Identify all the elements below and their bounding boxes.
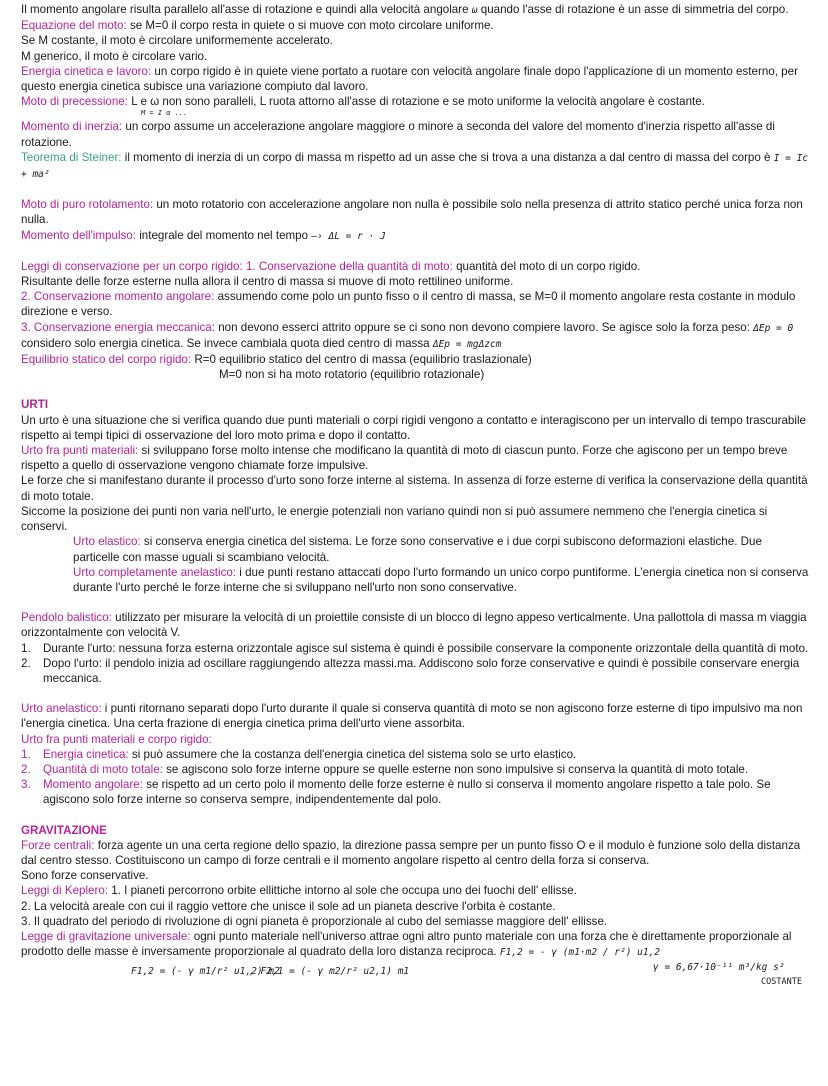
term-leggi-conservazione: Leggi di conservazione per un corpo rigido: [21, 259, 243, 273]
risultante-forze: Risultante delle forze esterne nulla allora il centro di massa si muove di moto rettilineo uniforme. [21, 275, 514, 289]
handwritten-gamma-value: γ = 6,67·10⁻¹¹ m³/kg s² [653, 962, 785, 974]
list-item: 3. Momento angolare: se rispetto ad un certo polo il momento delle forze esterne è nullo si conserva il momento angolare rispetto a tale polo. Se agiscono solo forze interne so conserva sempre, indipendentemente dal polo. [21, 778, 771, 807]
handwritten-f21-expanded: , F2,1 = (- γ m2/r² u2,1) m1 [249, 966, 410, 978]
list-item: 1. Durante l'urto: nessuna forza esterna orizzontale agisce sul sistema è quindi è possibile conservare la componente orizzontale della quantità di moto. [21, 641, 809, 655]
forze-centrali: Forze centrali: forza agente un una certa regione dello spazio, la direzione passa sempre per un punto fisso O e il modulo è funzione solo della distanza dal centro stesso. Costituiscono un campo di forze centrali e il momento angolare rispetto al centro della forza si conserva. [21, 838, 801, 867]
urto-completamente-anelastico: Urto completamente anelastico: i due punti restano attaccati dopo l'urto formando un unico corpo puntiforme. L'energia cinetica non si conserva durante l'urto perché le forze interne che si sviluppano nell'urto non sono conservative. [73, 565, 809, 594]
handwritten-f12-formula: F1,2 = - γ (m1·m2 / r²) u1,2 [499, 947, 661, 959]
momento-inerzia: Momento di inerzia: un corpo assume un accelerazione angolare maggiore o minore a seconda del valore del momento d'inerzia rispetto all'asse di rotazione. [21, 120, 775, 149]
term-urto-elastico: Urto elastico: [73, 535, 141, 549]
pendolo-list [21, 641, 811, 687]
list-item: 2. Dopo l'urto: il pendolo inizia ad oscillare raggiungendo altezza massi.ma. Addiscono solo forze conservative e quindi è possibile conservare energia meccanica. [21, 656, 800, 685]
keplero-2: 2. La velocità areale con cui il raggio vettore che unisce il sole ad un pianeta descrive l'orbita è costante. [21, 899, 556, 913]
term-inerzia: Momento di inerzia: [21, 120, 123, 134]
term-rotolamento: Moto di puro rotolamento: [21, 198, 154, 212]
urto-elastico: Urto elastico: si conserva energia cinetica del sistema. Le forze sono conservative e i due corpi subiscono deformazioni elastiche. Due particelle con masse uguali si scambiano velocità. [73, 535, 762, 564]
handwritten-costante: COSTANTE [761, 977, 802, 988]
gravitazione-universale: Legge di gravitazione universale: ogni punto materiale nell'universo attrae ogni altro punto materiale con una forza che è direttamente proporzionale al prodotto delle masse è inversamente proporzionale al quadrato della loro distanza reciproca. F1,2 = - γ (m1·m2 / r²) u1,2 [21, 929, 792, 959]
term-urto-comp-anelastico: Urto completamente anelastico: [73, 565, 237, 579]
energia-lavoro: Energia cinetica e lavoro: un corpo rigido è in quiete viene portato a ruotare con velocità angolare finale dopo l'applicazione di un momento esterno, per questo energia cinetica subisce una variazione compiuto dal lavoro. [21, 64, 798, 94]
term-urto-anelastico: Urto anelastico: [21, 702, 102, 716]
term-equazione-moto: Equazione del moto: [21, 19, 127, 33]
handwritten-steiner-formula: I = Ic + ma² [21, 152, 809, 181]
heading-gravitazione: GRAVITAZIONE [21, 823, 107, 837]
term-cons-momento-angolare: 2. Conservazione momento angolare: [21, 290, 215, 304]
term-cons-energia: 3. Conservazione energia meccanica: [21, 320, 215, 334]
momento-impulso: Momento dell'impulso: integrale del momento nel tempo —› ΔL = r · J [21, 228, 386, 242]
teorema-steiner: Teorema di Steiner: il momento di inerzia di un corpo di massa m rispetto ad un asse che si trova a una distanza a dal centro di massa del corpo è I = Ic + ma² [21, 150, 809, 181]
term-keplero: Leggi di Keplero: [21, 884, 109, 898]
urti-energia-potenziale: Siccome la posizione dei punti non varia nell'urto, le energie potenziali non variano quindi non si può assumere nemmeno che l'energia cinetica si conservi. [21, 504, 768, 534]
term-gravitazione-universale: Legge di gravitazione universale: [21, 929, 191, 943]
handwritten-delta-ep-zero: ΔEp = 0 [753, 322, 794, 334]
urti-forze-interne: Le forze che si manifestano durante il processo d'urto sono forze interne al sistema. In assenza di forze esterne di verifica la conservazione della quantità di moto totale. [21, 474, 808, 503]
cons-energia-meccanica: 3. Conservazione energia meccanica: non devono esserci attrito oppure se ci sono non devono compiere lavoro. Se agisce solo la forza peso: ΔEp = 0 considero solo energia cinetica. Se invece cambiala quota died centro di massa ΔEp = mgΔzcm [21, 320, 794, 350]
equazione-moto-line3: M generico, il moto è circolare vario. [21, 49, 208, 63]
term-equilibrio-statico: Equilibrio statico del corpo rigido: [21, 353, 192, 367]
term-cons-quantita-moto: 1. Conservazione della quantità di moto: [245, 259, 453, 273]
equilibrio-rotazionale: M=0 non si ha moto rotatorio (equilibrio rotazionale) [219, 368, 485, 382]
handwritten-f12-expanded: F1,2 = (- γ m1/r² u1,2) m2 [131, 966, 280, 978]
leggi-conservazione: Leggi di conservazione per un corpo rigido: 1. Conservazione della quantità di moto: quantità del moto di un corpo rigido. [21, 259, 641, 273]
pendolo-balistico: Pendolo balistico: utilizzato per misurare la velocità di un proiettile consiste di un blocco di legno appeso verticalmente. Una pallottola di massa m viaggia orizzontalmente con velocità V. [21, 611, 807, 640]
term-forze-centrali: Forze centrali: [21, 838, 95, 852]
equilibrio-statico: Equilibrio statico del corpo rigido: R=0 equilibrio statico del centro di massa (equilibrio traslazionale) [21, 353, 532, 367]
document-page [21, 2, 811, 994]
term-urto-punti-corpo: Urto fra punti materiali e corpo rigido: [21, 732, 212, 746]
urti-intro: Un urto è una situazione che si verifica quando due punti materiali o corpi rigidi vengono a contatto e interagiscono per un intervallo di tempo trascurabile rispetto ai tempi tipici di osservazione del loro moto prima e dopo il contatto. [21, 413, 806, 442]
moto-precessione: Moto di precessione: L e ω non sono paralleli, L ruota attorno all'asse di rotazione e se moto uniforme la velocità angolare è costante. [21, 95, 705, 109]
list-item: 1. Energia cinetica: si può assumere che la costanza dell'energia cinetica del sistema solo se urto elastico. [21, 747, 577, 761]
equazione-moto: Equazione del moto: se M=0 il corpo resta in quiete o si muove con moto circolare uniforme. [21, 19, 494, 33]
equazione-moto-line2: Se M costante, il moto è circolare uniformemente accelerato. [21, 34, 333, 48]
intro-paragraph: Il momento angolare risulta parallelo all'asse di rotazione e quindi alla velocità angolare ω quando l'asse di rotazione è un asse di simmetria del corpo. [21, 3, 789, 16]
urto-corpo-list [21, 747, 811, 808]
omega-symbol: ω [471, 5, 478, 16]
urto-punti-materiali: Urto fra punti materiali: si sviluppano forse molto intense che modificano la quantità di moto di ciascun punto. Forze che agiscono per un tempo breve rispetto a quello di osservazione vengono chiamate forze impulsive. [21, 444, 788, 473]
handwritten-m-ialpha: M = I α ... [141, 109, 188, 118]
keplero-3: 3. Il quadrato del periodo di rivoluzione di ogni pianeta è proporzionale al cubo del semiasse maggiore dell' ellisse. [21, 914, 608, 928]
term-impulso: Momento dell'impulso: [21, 228, 136, 242]
heading-urti: URTI [21, 398, 49, 412]
term-pendolo: Pendolo balistico: [21, 611, 112, 625]
term-urto-punti: Urto fra punti materiali: [21, 444, 139, 458]
urto-anelastico: Urto anelastico: i punti ritornano separati dopo l'urto durante il quale si conserva quantità di moto se non agiscono forze esterne di tipo impulsivo ma non l'energia cinetica. Una certa frazione di energia cinetica prima dell'urto viene assorbita. [21, 702, 803, 731]
leggi-keplero: Leggi di Keplero: 1. I pianeti percorrono orbite ellittiche intorno al sole che occupa uno dei fuochi dell' ellisse. [21, 884, 577, 898]
cons-momento-angolare: 2. Conservazione momento angolare: assumendo come polo un punto fisso o il centro di massa, se M=0 il momento angolare resta costante in modulo direzione e verso. [21, 290, 796, 319]
handwritten-delta-ep-mgz: ΔEp = mgΔzcm [432, 338, 502, 350]
list-item: 2. Quantità di moto totale: se agiscono solo forze interne oppure se quelle esterne non sono impulsive si conserva la quantità di moto totale. [21, 762, 749, 776]
handwritten-formulas [21, 960, 811, 994]
puro-rotolamento: Moto di puro rotolamento: un moto rotatorio con accelerazione angolare non nulla è possibile solo nella presenza di attrito statico perché unica forza non nulla. [21, 198, 803, 227]
forze-conservative: Sono forze conservative. [21, 869, 149, 883]
handwritten-impulso-formula: —› ΔL = r · J [311, 230, 386, 242]
term-precessione: Moto di precessione: [21, 95, 128, 109]
term-energia-lavoro: Energia cinetica e lavoro: [21, 64, 152, 78]
term-steiner: Teorema di Steiner: [21, 150, 122, 164]
